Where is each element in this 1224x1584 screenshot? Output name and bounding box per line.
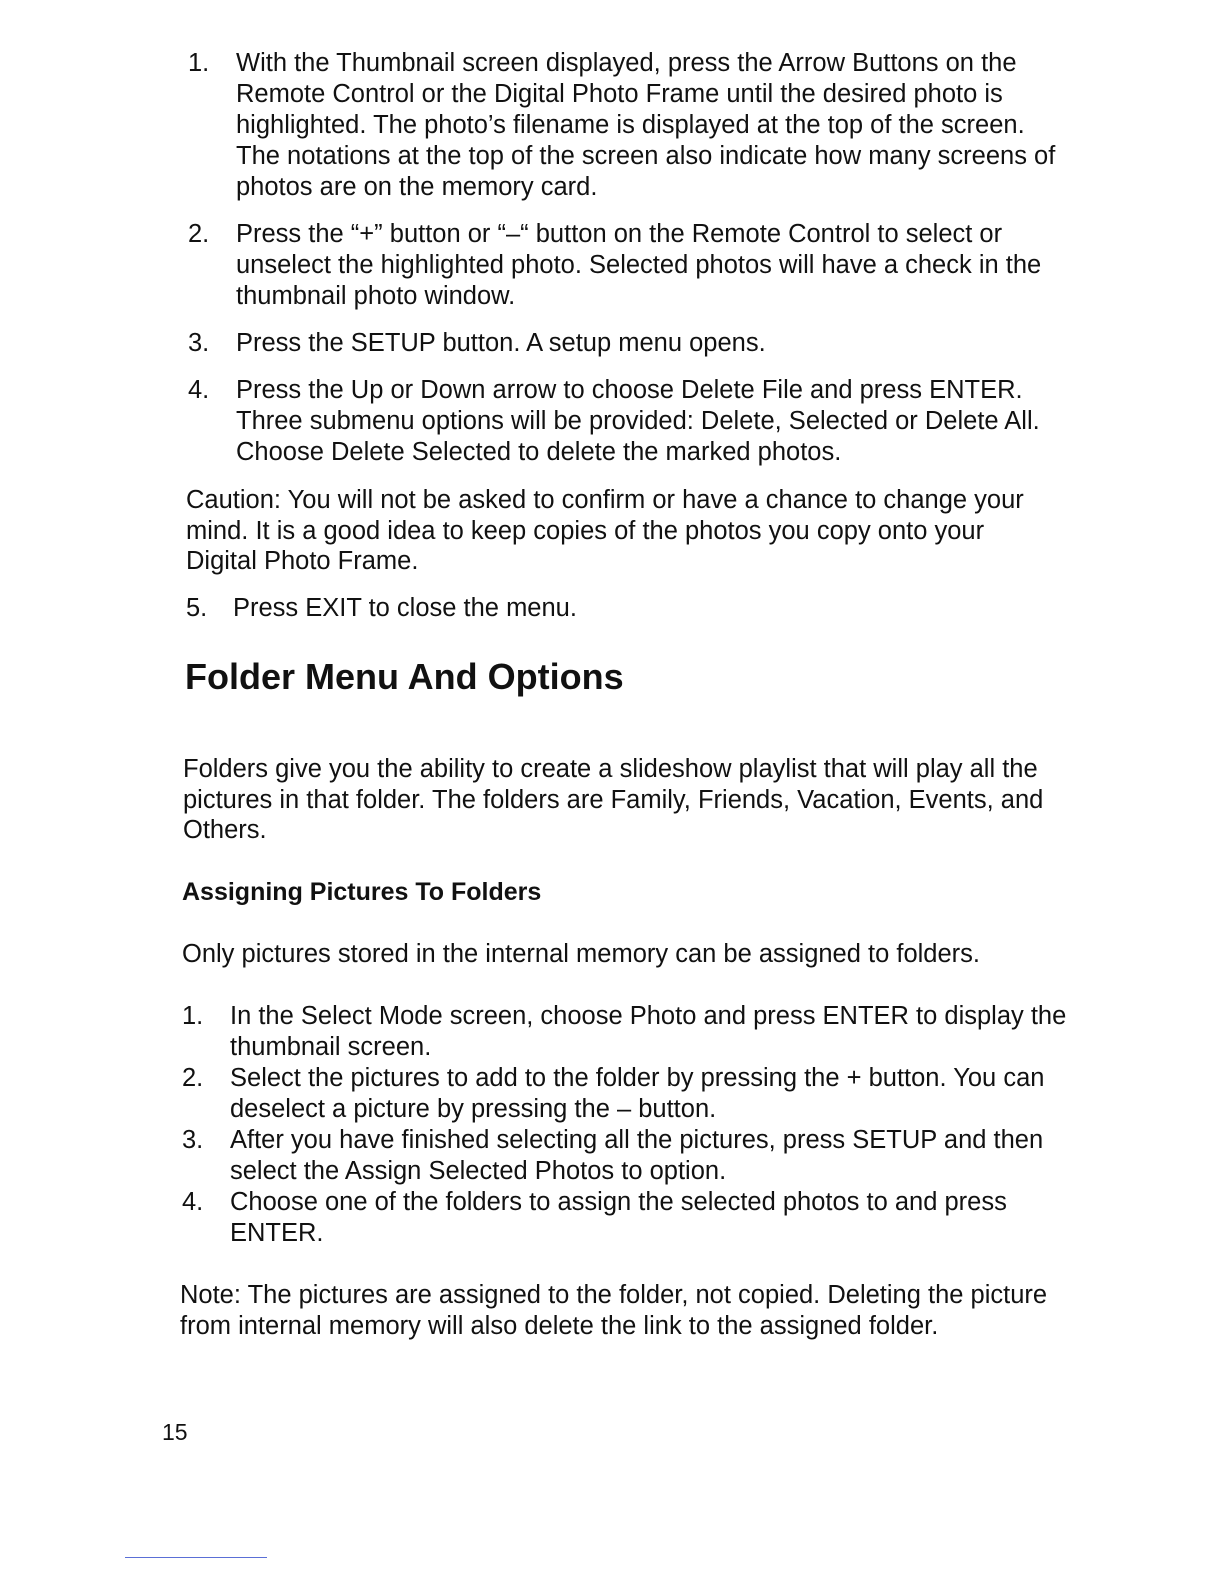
step-text: Press the SETUP button. A setup menu opens. bbox=[236, 329, 766, 357]
step-text: In the Select Mode screen, choose Photo and press ENTER to display the thumbnail screen. bbox=[230, 1002, 1067, 1061]
step-text: Choose one of the folders to assign the selected photos to and press ENTER. bbox=[230, 1188, 1007, 1247]
internal-memory-paragraph: Only pictures stored in the internal memory can be assigned to folders. bbox=[182, 940, 980, 968]
step-text: Press the “+” button or “–“ button on the Remote Control to select or unselect the highlighted photo. Selected photos will have a check in the thumbnail photo window. bbox=[236, 220, 1042, 310]
step-number: 2. bbox=[182, 1064, 204, 1092]
step-text: With the Thumbnail screen displayed, press the Arrow Buttons on the Remote Control or the Digital Photo Frame until the desired photo is highlighted. The photo’s filename is displayed at the top of the screen. The notations at the top of the screen also indicate how many screens of photos are on the memory card. bbox=[236, 49, 1056, 201]
step-number: 4. bbox=[182, 1188, 204, 1216]
step-number: 3. bbox=[182, 1126, 204, 1154]
delete-steps-list bbox=[188, 48, 1068, 484]
step-number: 5. bbox=[186, 594, 208, 622]
list-item bbox=[182, 1001, 1072, 1063]
caution-paragraph: Caution: You will not be asked to confirm or have a chance to change your mind. It is a good idea to keep copies of the photos you copy onto your Digital Photo Frame. bbox=[186, 486, 1024, 575]
step-text: Select the pictures to add to the folder by pressing the + button. You can deselect a picture by pressing the – button. bbox=[230, 1064, 1045, 1123]
exit-step-list bbox=[186, 593, 1066, 624]
assign-steps-list bbox=[182, 1001, 1072, 1249]
list-item bbox=[188, 328, 1068, 359]
section-title: Folder Menu And Options bbox=[185, 656, 624, 697]
page-number: 15 bbox=[162, 1419, 188, 1445]
list-item bbox=[188, 48, 1068, 203]
list-item bbox=[182, 1187, 1072, 1249]
step-text: Press the Up or Down arrow to choose Delete File and press ENTER. Three submenu options will be provided: Delete, Selected or Delete All. Choose Delete Selected to delete the marked photos. bbox=[236, 376, 1040, 466]
step-text: After you have finished selecting all the pictures, press SETUP and then select the Assign Selected Photos to option. bbox=[230, 1126, 1044, 1185]
step-number: 2. bbox=[188, 220, 210, 248]
list-item bbox=[186, 593, 1066, 624]
list-item bbox=[188, 375, 1068, 468]
step-text: Press EXIT to close the menu. bbox=[233, 594, 577, 622]
list-item bbox=[182, 1125, 1072, 1187]
step-number: 1. bbox=[188, 49, 210, 77]
step-number: 3. bbox=[188, 329, 210, 357]
step-number: 4. bbox=[188, 376, 210, 404]
list-item bbox=[188, 219, 1068, 312]
folders-intro-paragraph: Folders give you the ability to create a slideshow playlist that will play all the pictures in that folder. The folders are Family, Friends, Vacation, Events, and Others. bbox=[183, 755, 1044, 844]
step-number: 1. bbox=[182, 1002, 204, 1030]
footer-divider bbox=[125, 1557, 267, 1558]
note-paragraph: Note: The pictures are assigned to the folder, not copied. Deleting the picture from internal memory will also delete the link to the assigned folder. bbox=[180, 1281, 1048, 1340]
subheading: Assigning Pictures To Folders bbox=[182, 878, 542, 906]
list-item bbox=[182, 1063, 1072, 1125]
